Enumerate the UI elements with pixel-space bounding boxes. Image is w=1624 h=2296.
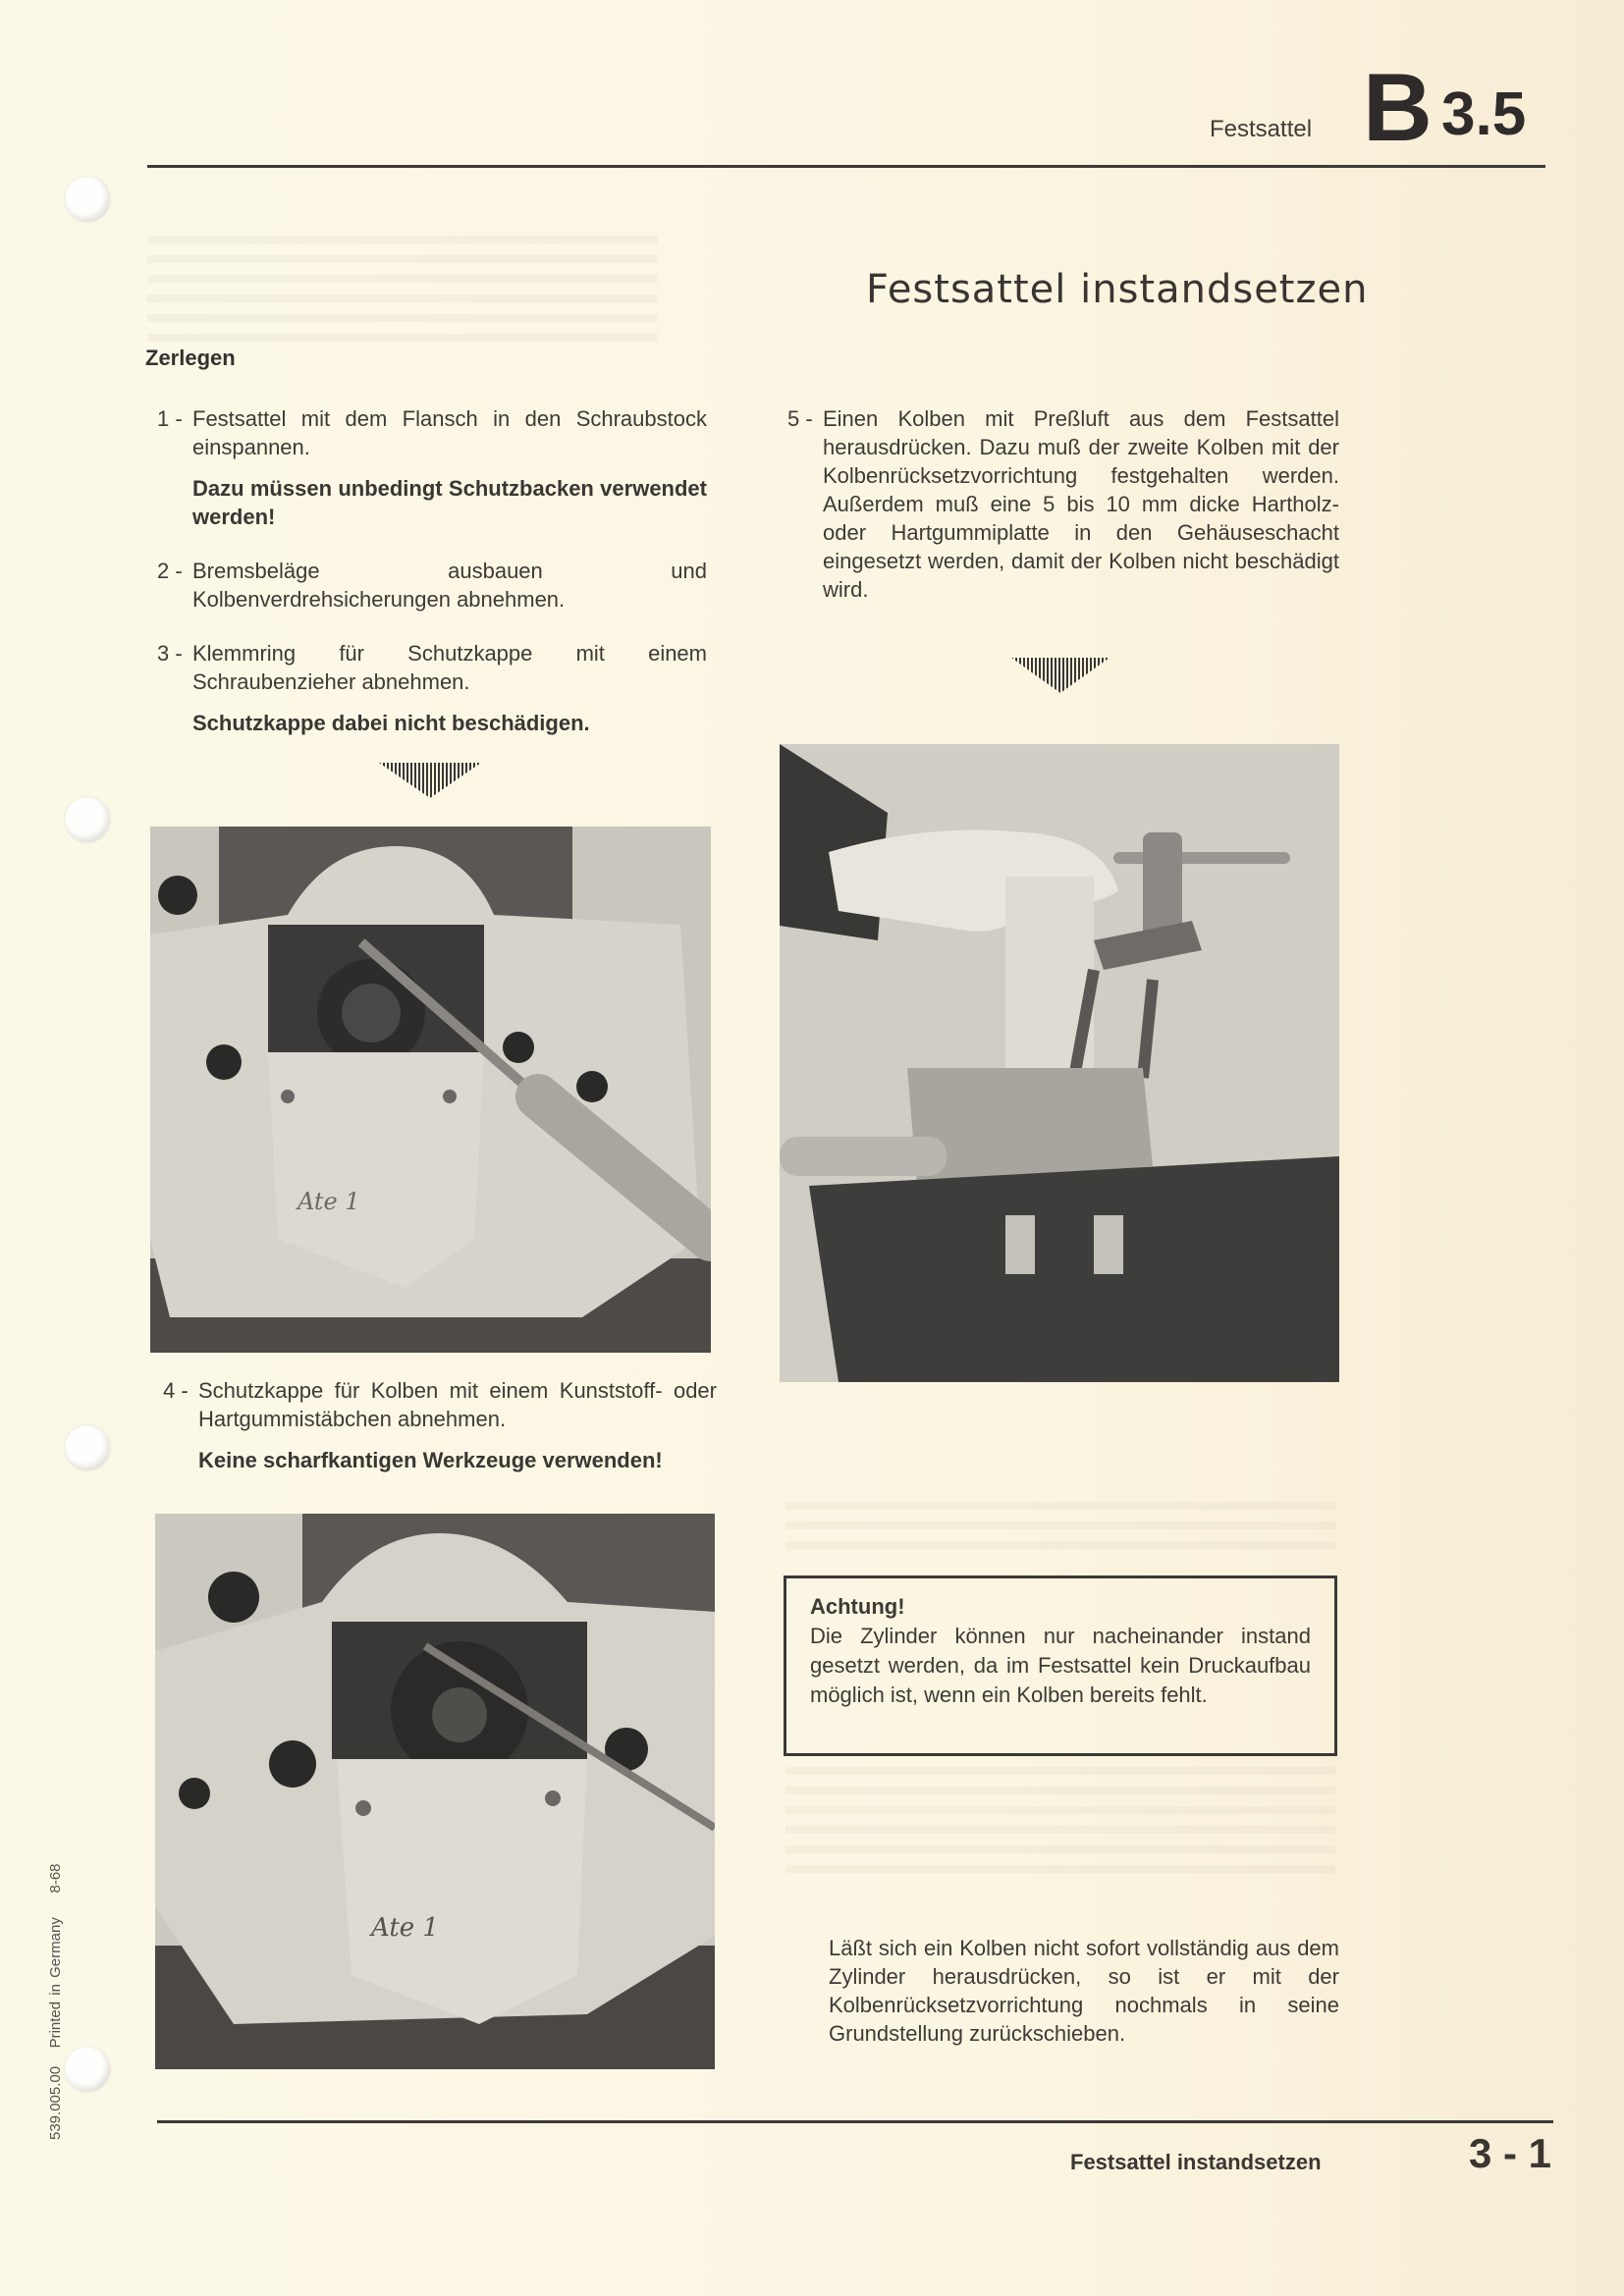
page-title: Festsattel instandsetzen (866, 267, 1369, 312)
step-number: 1 - (157, 406, 183, 431)
header-rule (147, 165, 1545, 168)
step-number: 5 - (787, 406, 813, 431)
step-text: Klemmring für Schutzkappe mit einem Schraubenzieher abnehmen. (192, 641, 707, 694)
page-number: 3 - 1 (1469, 2130, 1552, 2176)
footer-title: Festsattel instandsetzen (1070, 2150, 1322, 2174)
step-text: Festsattel mit dem Flansch in den Schraubstock einspannen. (192, 406, 707, 459)
show-through-ghost (147, 236, 658, 344)
step-number: 3 - (157, 641, 183, 666)
note-text: Läßt sich ein Kolben nicht sofort vollständig aus dem Zylinder herausdrücken, so ist er mit der Kolbenrücksetzvorrichtung nochmals in seine Grundstellung zurückschieben. (829, 1936, 1339, 2046)
down-arrow-icon (1011, 656, 1110, 693)
step-text: Einen Kolben mit Preßluft aus dem Festsattel herausdrücken. Dazu muß der zweite Kolben mit der Kolbenrücksetzvorrichtung festgehalten werden. Außerdem muß eine 5 bis 10 mm dicke Hartholz- oder Hartgummiplatte in den Gehäuseschacht eingesetzt werden, damit der Kolben nicht beschädigt wird. (823, 406, 1339, 602)
header-chapter-number: 3.5 (1441, 80, 1527, 148)
punch-hole (65, 797, 110, 842)
step-number: 4 - (163, 1378, 189, 1403)
punch-hole (65, 2047, 110, 2092)
header-section-name: Festsattel (1210, 116, 1313, 142)
step-text: Schutzkappe für Kolben mit einem Kunststoff- oder Hartgummistäbchen abnehmen. (198, 1378, 717, 1431)
caution-box (784, 1575, 1337, 1756)
step-number: 2 - (157, 559, 183, 583)
step-5 (787, 404, 1339, 604)
caution-heading: Achtung! (810, 1594, 905, 1619)
photo-press-out-piston (780, 744, 1339, 1382)
punch-hole (65, 1425, 110, 1470)
print-date: 8-68 (47, 1863, 64, 1894)
caution-text: Die Zylinder können nur nacheinander instand gesetzt werden, da im Festsattel kein Druckaufbau möglich ist, wenn ein Kolben bereits fehlt. (810, 1624, 1311, 1707)
show-through-ghost (785, 1502, 1335, 1561)
show-through-ghost (785, 1767, 1335, 1875)
photo-marking: Ate 1 (371, 1913, 439, 1943)
doc-number: 539.005.00 (47, 2065, 64, 2140)
down-arrow-icon (379, 761, 481, 798)
photo-remove-clamp-ring (150, 827, 711, 1353)
printed-in: Printed in Germany (47, 1917, 64, 2049)
header-chapter-letter: B (1363, 53, 1431, 161)
step-warning: Keine scharfkantigen Werkzeuge verwenden! (198, 1448, 663, 1472)
punch-hole (65, 177, 110, 222)
step-warning: Dazu müssen unbedingt Schutzbacken verwendet werden! (192, 476, 707, 529)
step-2 (157, 557, 707, 614)
side-print (47, 1863, 64, 2140)
step-text: Bremsbeläge ausbauen und Kolbenverdrehsicherungen abnehmen. (192, 559, 707, 612)
photo-remove-protective-cap (155, 1514, 715, 2069)
step-3 (157, 639, 707, 737)
step-1 (157, 404, 707, 531)
photo-marking: Ate 1 (298, 1188, 360, 1215)
step-warning: Schutzkappe dabei nicht beschädigen. (192, 711, 590, 735)
footer-rule (157, 2120, 1553, 2123)
section-heading: Zerlegen (145, 346, 236, 370)
step-4 (163, 1376, 717, 1474)
